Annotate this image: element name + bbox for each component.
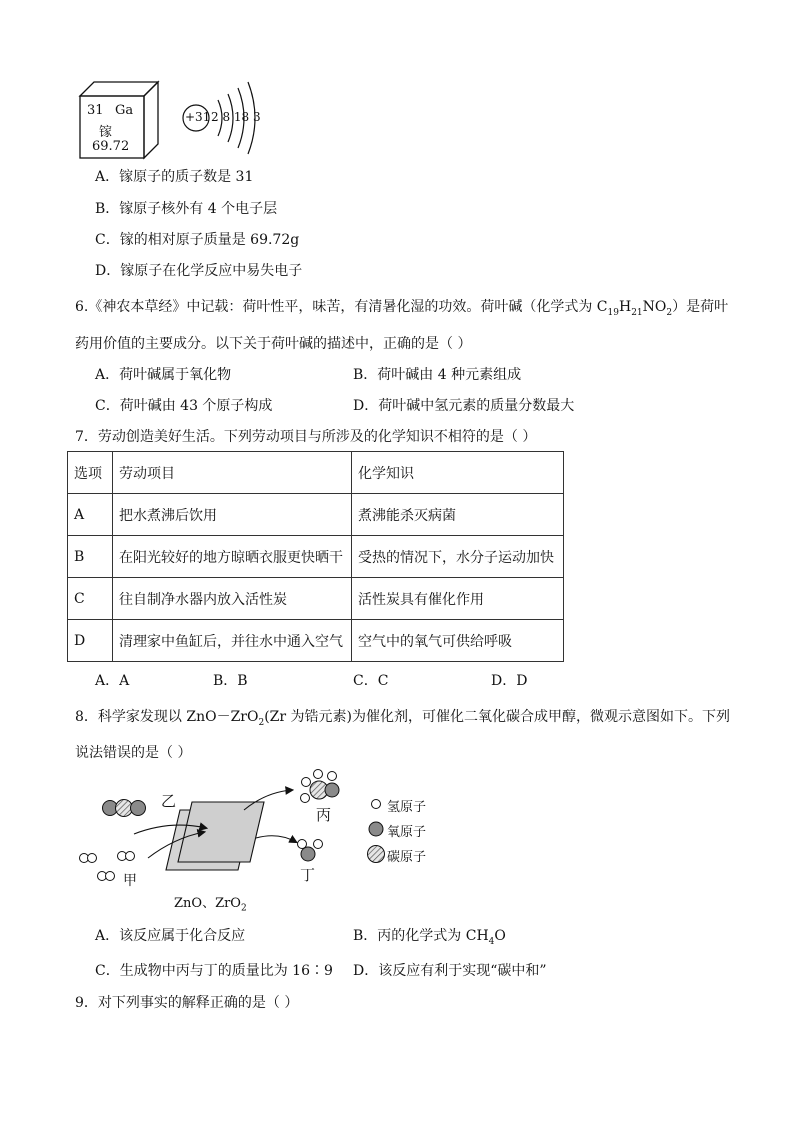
q8-option-a: A．该反应属于化合反应	[95, 928, 246, 944]
water-molecule	[298, 840, 323, 862]
table-row	[68, 620, 564, 662]
table-cell: B	[68, 536, 113, 578]
q6-option-a: A．荷叶碱属于氧化物	[95, 367, 232, 383]
header-cell: 化学知识	[352, 452, 564, 494]
label-bing: 丙	[316, 806, 332, 824]
q6-stem-line1: 6.《神农本草经》中记载：荷叶性平，味苦，有清暑化湿的功效。荷叶碱（化学式为 $C_{19}H_{21}NO_2$）是荷叶	[75, 299, 729, 318]
q6-option-d: D．荷叶碱中氢元素的质量分数最大	[353, 398, 575, 414]
q7-table	[67, 451, 564, 662]
q5-option-d: D．镓原子在化学反应中易失电子	[95, 263, 303, 279]
table-cell: D	[68, 620, 113, 662]
legend-hydrogen-label: 氢原子	[387, 800, 427, 815]
label-yi: 乙	[161, 792, 177, 810]
header-cell: 劳动项目	[113, 452, 352, 494]
q5-option-a: A．镓原子的质子数是 31	[95, 169, 254, 185]
cell-mass: 69.72	[92, 139, 130, 154]
nucleus-label: +31	[185, 110, 211, 124]
table-row	[68, 578, 564, 620]
table-cell: 往自制净水器内放入活性炭	[113, 578, 352, 620]
header-cell: 选项	[68, 452, 113, 494]
table-cell: C	[68, 578, 113, 620]
label-jia: 甲	[123, 873, 137, 889]
table-cell: A	[68, 494, 113, 536]
table-row	[68, 536, 564, 578]
label-ding: 丁	[300, 866, 316, 884]
q7-option-c: C．C	[353, 673, 389, 689]
q6-stem-line2: 药用价值的主要成分。以下关于荷叶碱的描述中，正确的是（ ）	[75, 336, 472, 352]
table-cell: 把水煮沸后饮用	[113, 494, 352, 536]
table-row	[68, 494, 564, 536]
q8-stem-line2: 说法错误的是（ ）	[75, 745, 192, 761]
legend-carbon-icon	[368, 846, 385, 863]
q8-option-d: D．该反应有利于实现“碳中和”	[353, 963, 547, 979]
q7-option-d: D．D	[491, 673, 528, 689]
table-cell: 活性炭具有催化作用	[352, 578, 564, 620]
table-cell: 在阳光较好的地方晾晒衣服更快晒干	[113, 536, 352, 578]
legend-oxygen-label: 氧原子	[387, 825, 427, 840]
q8-option-b: B．丙的化学式为 $CH_4O$	[353, 928, 506, 947]
legend-hydrogen-icon	[372, 800, 381, 809]
q8-option-c: C．生成物中丙与丁的质量比为 16∶9	[95, 963, 333, 979]
legend-oxygen-icon	[369, 822, 383, 836]
legend-carbon-label: 碳原子	[387, 850, 427, 865]
cell-symbol: Ga	[115, 103, 134, 118]
q7-option-a: A．A	[95, 673, 130, 689]
q7-stem: 7．劳动创造美好生活。下列劳动项目与所涉及的化学知识不相符的是（ ）	[75, 429, 537, 445]
table-cell: 清理家中鱼缸后，并往水中通入空气	[113, 620, 352, 662]
q7-option-b: B．B	[213, 673, 248, 689]
q9-stem: 9．对下列事实的解释正确的是（ ）	[75, 995, 299, 1011]
cell-name: 镓	[99, 125, 113, 140]
table-header-row	[68, 452, 564, 494]
methanol-molecule	[301, 770, 340, 803]
q5-option-c: C．镓的相对原子质量是 69.72g	[95, 232, 300, 248]
q6-option-b: B．荷叶碱由 4 种元素组成	[353, 367, 522, 383]
table-cell: 受热的情况下，水分子运动加快	[352, 536, 564, 578]
cell-number: 31	[87, 103, 104, 118]
table-cell: 煮沸能杀灭病菌	[352, 494, 564, 536]
catalyst-plate-front	[178, 802, 264, 862]
arrow-water	[256, 836, 296, 842]
table-cell: 空气中的氧气可供给呼吸	[352, 620, 564, 662]
q5-option-b: B．镓原子核外有 4 个电子层	[95, 201, 278, 217]
catalyst-label: ZnO、ZrO$_2$	[174, 896, 247, 914]
q6-option-c: C．荷叶碱由 43 个原子构成	[95, 398, 273, 414]
q8-stem-line1: 8．科学家发现以 ZnO－ZrO$_2$(Zr 为锆元素)为催化剂，可催化二氧化碳合成甲醇，微观示意图如下。下列	[75, 709, 731, 728]
co2-molecule	[103, 800, 146, 817]
shell-numbers: 2 8 18 3	[211, 110, 261, 124]
